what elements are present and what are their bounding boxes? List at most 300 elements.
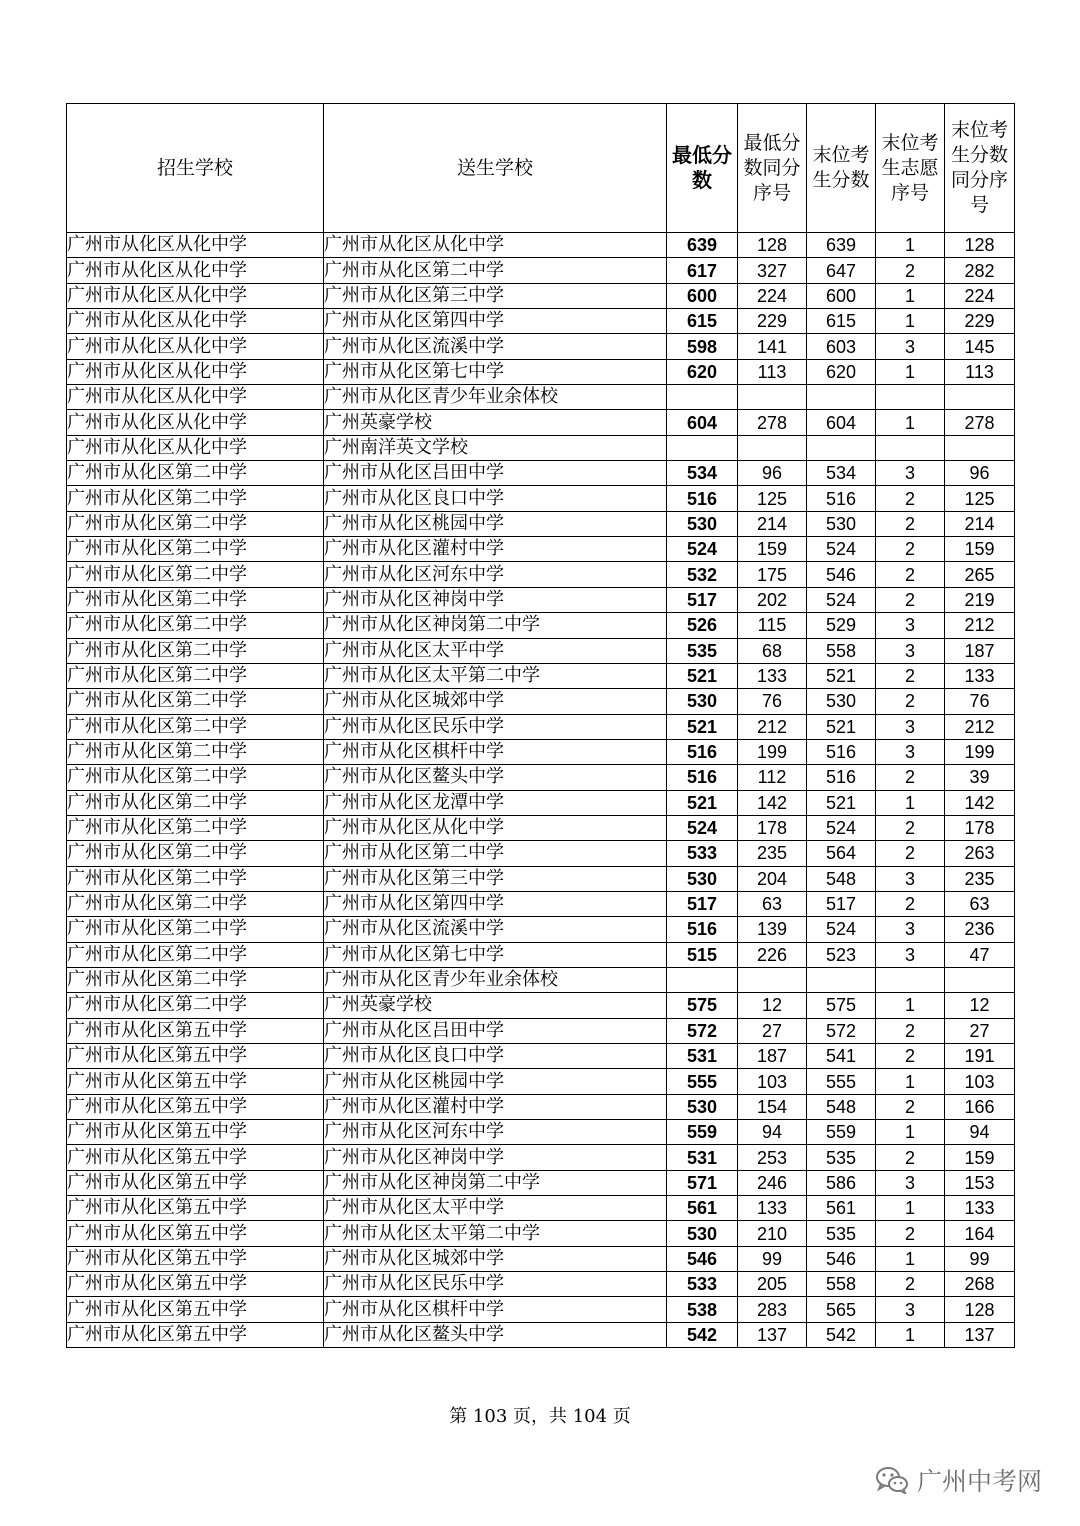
cell-min-score-rank: 76 [738,689,807,714]
cell-admit-school: 广州市从化区从化中学 [67,334,324,359]
cell-last-pref: 2 [876,689,945,714]
cell-last-score: 521 [807,663,876,688]
cell-min-score: 639 [667,233,738,258]
cell-admit-school: 广州市从化区第五中学 [67,1272,324,1297]
cell-min-score-rank: 210 [738,1221,807,1246]
cell-last-rank [945,967,1015,992]
cell-last-rank [945,385,1015,410]
cell-send-school: 广州市从化区灌村中学 [324,1094,667,1119]
cell-send-school: 广州英豪学校 [324,993,667,1018]
watermark-text: 广州中考网 [916,1467,1042,1496]
cell-min-score: 526 [667,613,738,638]
table-row [67,613,1015,638]
cell-last-rank: 159 [945,1145,1015,1170]
cell-min-score-rank: 205 [738,1272,807,1297]
cell-min-score: 530 [667,1221,738,1246]
cell-send-school: 广州南洋英文学校 [324,435,667,460]
cell-send-school: 广州市从化区良口中学 [324,1044,667,1069]
cell-last-rank: 178 [945,815,1015,840]
cell-last-rank: 159 [945,537,1015,562]
cell-last-score: 521 [807,790,876,815]
cell-min-score: 535 [667,638,738,663]
cell-last-score: 575 [807,993,876,1018]
table-row [67,663,1015,688]
cell-last-score: 524 [807,537,876,562]
cell-last-score: 535 [807,1145,876,1170]
cell-min-score-rank: 96 [738,461,807,486]
cell-min-score: 516 [667,765,738,790]
cell-admit-school: 广州市从化区第二中学 [67,663,324,688]
cell-admit-school: 广州市从化区第五中学 [67,1170,324,1195]
cell-send-school: 广州市从化区龙潭中学 [324,790,667,815]
cell-min-score-rank: 12 [738,993,807,1018]
cell-admit-school: 广州市从化区第五中学 [67,1069,324,1094]
cell-admit-school: 广州市从化区第五中学 [67,1120,324,1145]
cell-admit-school: 广州市从化区第五中学 [67,1246,324,1271]
cell-last-pref: 2 [876,1145,945,1170]
cell-last-pref: 2 [876,537,945,562]
cell-last-score: 639 [807,233,876,258]
cell-send-school: 广州市从化区流溪中学 [324,917,667,942]
cell-min-score [667,435,738,460]
cell-last-pref: 3 [876,1170,945,1195]
table-row [67,815,1015,840]
cell-admit-school: 广州市从化区从化中学 [67,233,324,258]
cell-send-school: 广州市从化区吕田中学 [324,1018,667,1043]
cell-last-rank: 27 [945,1018,1015,1043]
table-row [67,537,1015,562]
cell-admit-school: 广州市从化区第二中学 [67,891,324,916]
cell-send-school: 广州市从化区第三中学 [324,866,667,891]
cell-min-score: 538 [667,1297,738,1322]
cell-last-rank: 265 [945,562,1015,587]
table-row [67,1094,1015,1119]
cell-min-score: 531 [667,1145,738,1170]
cell-min-score-rank: 214 [738,511,807,536]
cell-min-score-rank: 137 [738,1322,807,1347]
cell-min-score: 561 [667,1196,738,1221]
cell-send-school: 广州市从化区民乐中学 [324,1272,667,1297]
cell-min-score: 620 [667,359,738,384]
table-row [67,562,1015,587]
cell-admit-school: 广州市从化区第二中学 [67,739,324,764]
cell-last-rank: 235 [945,866,1015,891]
table-row [67,359,1015,384]
cell-min-score: 517 [667,891,738,916]
cell-send-school: 广州市从化区灌村中学 [324,537,667,562]
cell-admit-school: 广州市从化区从化中学 [67,258,324,283]
cell-admit-school: 广州市从化区第二中学 [67,689,324,714]
cell-min-score: 521 [667,790,738,815]
cell-last-rank: 187 [945,638,1015,663]
watermark [875,1462,1042,1498]
cell-last-rank [945,435,1015,460]
table-row [67,1170,1015,1195]
cell-last-rank: 133 [945,663,1015,688]
cell-last-score: 558 [807,1272,876,1297]
cell-send-school: 广州市从化区第四中学 [324,891,667,916]
cell-send-school: 广州市从化区鳌头中学 [324,765,667,790]
cell-min-score-rank: 226 [738,942,807,967]
cell-last-pref: 1 [876,1246,945,1271]
cell-last-score: 647 [807,258,876,283]
cell-last-rank: 39 [945,765,1015,790]
cell-min-score: 555 [667,1069,738,1094]
cell-send-school: 广州市从化区桃园中学 [324,1069,667,1094]
table-row [67,638,1015,663]
cell-last-rank: 12 [945,993,1015,1018]
cell-min-score: 530 [667,689,738,714]
table-row [67,765,1015,790]
cell-admit-school: 广州市从化区第二中学 [67,967,324,992]
cell-admit-school: 广州市从化区第二中学 [67,815,324,840]
cell-admit-school: 广州市从化区从化中学 [67,410,324,435]
cell-last-pref: 2 [876,1044,945,1069]
cell-last-pref: 2 [876,511,945,536]
cell-min-score-rank: 187 [738,1044,807,1069]
cell-min-score: 532 [667,562,738,587]
cell-last-rank: 128 [945,1297,1015,1322]
table-row [67,486,1015,511]
cell-admit-school: 广州市从化区第二中学 [67,765,324,790]
cell-last-pref: 2 [876,587,945,612]
cell-last-pref: 2 [876,765,945,790]
cell-last-pref: 1 [876,283,945,308]
cell-min-score-rank: 159 [738,537,807,562]
cell-last-pref: 1 [876,790,945,815]
cell-min-score-rank: 178 [738,815,807,840]
cell-last-rank: 214 [945,511,1015,536]
cell-admit-school: 广州市从化区第二中学 [67,511,324,536]
cell-send-school: 广州市从化区棋杆中学 [324,739,667,764]
cell-last-score: 555 [807,1069,876,1094]
cell-last-score [807,435,876,460]
cell-admit-school: 广州市从化区从化中学 [67,309,324,334]
cell-last-score: 530 [807,511,876,536]
cell-admit-school: 广州市从化区第五中学 [67,1297,324,1322]
cell-admit-school: 广州市从化区第二中学 [67,993,324,1018]
cell-last-pref: 3 [876,334,945,359]
cell-last-rank: 103 [945,1069,1015,1094]
cell-last-score: 535 [807,1221,876,1246]
cell-send-school: 广州市从化区太平中学 [324,1196,667,1221]
cell-last-rank: 282 [945,258,1015,283]
table-row [67,1044,1015,1069]
table-row [67,233,1015,258]
table-row [67,1120,1015,1145]
cell-min-score: 530 [667,866,738,891]
table-row [67,993,1015,1018]
cell-min-score: 517 [667,587,738,612]
cell-min-score-rank: 327 [738,258,807,283]
cell-admit-school: 广州市从化区第二中学 [67,866,324,891]
cell-min-score-rank: 283 [738,1297,807,1322]
cell-last-rank: 76 [945,689,1015,714]
cell-min-score-rank: 99 [738,1246,807,1271]
cell-last-score: 516 [807,739,876,764]
table-row [67,866,1015,891]
cell-last-rank: 224 [945,283,1015,308]
cell-last-rank: 164 [945,1221,1015,1246]
cell-min-score: 521 [667,663,738,688]
cell-last-score: 521 [807,714,876,739]
cell-last-rank: 94 [945,1120,1015,1145]
cell-min-score: 533 [667,1272,738,1297]
cell-min-score [667,385,738,410]
cell-min-score [667,967,738,992]
cell-min-score-rank: 128 [738,233,807,258]
cell-last-score: 600 [807,283,876,308]
cell-send-school: 广州市从化区吕田中学 [324,461,667,486]
cell-send-school: 广州市从化区棋杆中学 [324,1297,667,1322]
cell-min-score: 617 [667,258,738,283]
cell-min-score-rank: 115 [738,613,807,638]
header-send-school: 送生学校 [324,104,667,233]
cell-send-school: 广州市从化区神岗中学 [324,587,667,612]
cell-admit-school: 广州市从化区第二中学 [67,562,324,587]
cell-min-score-rank [738,967,807,992]
cell-last-pref: 3 [876,613,945,638]
cell-admit-school: 广州市从化区从化中学 [67,283,324,308]
cell-last-rank: 145 [945,334,1015,359]
cell-min-score-rank: 212 [738,714,807,739]
cell-last-rank: 128 [945,233,1015,258]
cell-admit-school: 广州市从化区第二中学 [67,714,324,739]
cell-send-school: 广州市从化区从化中学 [324,815,667,840]
page-number: 第 103 页，共 104 页 [449,1406,631,1427]
cell-admit-school: 广州市从化区第五中学 [67,1322,324,1347]
table-row [67,1196,1015,1221]
cell-admit-school: 广州市从化区第二中学 [67,790,324,815]
cell-last-pref: 1 [876,410,945,435]
cell-admit-school: 广州市从化区从化中学 [67,359,324,384]
cell-last-pref: 3 [876,1297,945,1322]
cell-last-pref: 2 [876,1018,945,1043]
table-body [67,233,1015,1348]
cell-last-score: 546 [807,562,876,587]
cell-last-rank: 263 [945,841,1015,866]
cell-min-score: 598 [667,334,738,359]
table-row [67,258,1015,283]
cell-min-score-rank: 175 [738,562,807,587]
cell-admit-school: 广州市从化区从化中学 [67,385,324,410]
cell-last-score: 564 [807,841,876,866]
cell-last-pref: 3 [876,638,945,663]
cell-last-rank: 212 [945,613,1015,638]
cell-last-rank: 153 [945,1170,1015,1195]
cell-last-pref: 2 [876,815,945,840]
cell-last-pref: 1 [876,1069,945,1094]
cell-admit-school: 广州市从化区第二中学 [67,638,324,663]
cell-last-rank: 99 [945,1246,1015,1271]
cell-min-score: 524 [667,537,738,562]
table-row [67,942,1015,967]
table-row [67,689,1015,714]
cell-last-score: 561 [807,1196,876,1221]
cell-min-score-rank: 229 [738,309,807,334]
cell-send-school: 广州市从化区神岗第二中学 [324,1170,667,1195]
cell-admit-school: 广州市从化区第五中学 [67,1018,324,1043]
cell-min-score: 515 [667,942,738,967]
cell-min-score: 516 [667,739,738,764]
cell-last-rank: 278 [945,410,1015,435]
cell-min-score: 600 [667,283,738,308]
cell-last-score: 546 [807,1246,876,1271]
cell-min-score: 572 [667,1018,738,1043]
table-header-row [67,104,1015,233]
cell-last-pref: 1 [876,233,945,258]
cell-min-score-rank: 199 [738,739,807,764]
cell-last-pref: 2 [876,841,945,866]
table-row [67,587,1015,612]
cell-last-score: 523 [807,942,876,967]
cell-last-score: 620 [807,359,876,384]
table-row [67,1018,1015,1043]
cell-send-school: 广州市从化区良口中学 [324,486,667,511]
cell-send-school: 广州市从化区第七中学 [324,942,667,967]
cell-last-pref: 1 [876,993,945,1018]
table-row [67,334,1015,359]
cell-min-score-rank: 27 [738,1018,807,1043]
cell-send-school: 广州市从化区第二中学 [324,841,667,866]
cell-admit-school: 广州市从化区第二中学 [67,486,324,511]
cell-last-pref: 2 [876,486,945,511]
cell-send-school: 广州英豪学校 [324,410,667,435]
cell-send-school: 广州市从化区太平中学 [324,638,667,663]
header-min-score: 最低分数 [667,104,738,233]
cell-last-rank: 229 [945,309,1015,334]
cell-admit-school: 广州市从化区第二中学 [67,537,324,562]
cell-last-score: 572 [807,1018,876,1043]
cell-min-score-rank: 112 [738,765,807,790]
cell-last-score: 586 [807,1170,876,1195]
cell-last-pref: 1 [876,359,945,384]
table-row [67,790,1015,815]
cell-last-pref: 2 [876,1221,945,1246]
cell-admit-school: 广州市从化区第二中学 [67,917,324,942]
table-row [67,841,1015,866]
cell-send-school: 广州市从化区第七中学 [324,359,667,384]
cell-send-school: 广州市从化区第四中学 [324,309,667,334]
cell-last-pref: 3 [876,917,945,942]
cell-last-rank: 191 [945,1044,1015,1069]
cell-last-rank: 113 [945,359,1015,384]
cell-admit-school: 广州市从化区第五中学 [67,1196,324,1221]
cell-last-score [807,967,876,992]
table-row [67,461,1015,486]
cell-last-pref: 3 [876,461,945,486]
table-row [67,1145,1015,1170]
table-row [67,917,1015,942]
cell-last-score [807,385,876,410]
cell-last-score: 542 [807,1322,876,1347]
table-row [67,1246,1015,1271]
cell-min-score: 530 [667,1094,738,1119]
table-row [67,511,1015,536]
cell-last-score: 541 [807,1044,876,1069]
cell-min-score-rank: 139 [738,917,807,942]
cell-last-score: 517 [807,891,876,916]
cell-last-score: 524 [807,917,876,942]
cell-last-pref: 1 [876,309,945,334]
cell-min-score-rank: 125 [738,486,807,511]
cell-last-rank: 219 [945,587,1015,612]
cell-min-score: 559 [667,1120,738,1145]
cell-send-school: 广州市从化区太平第二中学 [324,663,667,688]
cell-min-score-rank: 68 [738,638,807,663]
cell-last-pref: 3 [876,866,945,891]
cell-last-rank: 166 [945,1094,1015,1119]
cell-min-score: 516 [667,486,738,511]
table-row [67,1297,1015,1322]
cell-min-score-rank [738,435,807,460]
table-row [67,1221,1015,1246]
cell-min-score: 533 [667,841,738,866]
cell-last-rank: 268 [945,1272,1015,1297]
cell-min-score: 534 [667,461,738,486]
cell-admit-school: 广州市从化区第二中学 [67,461,324,486]
cell-min-score-rank: 246 [738,1170,807,1195]
table-row [67,967,1015,992]
cell-min-score-rank: 94 [738,1120,807,1145]
cell-last-score: 548 [807,866,876,891]
cell-min-score: 615 [667,309,738,334]
cell-min-score-rank: 154 [738,1094,807,1119]
header-last-score: 末位考生分数 [807,104,876,233]
cell-last-score: 548 [807,1094,876,1119]
cell-last-score: 558 [807,638,876,663]
cell-last-rank: 47 [945,942,1015,967]
cell-send-school: 广州市从化区流溪中学 [324,334,667,359]
cell-min-score-rank: 133 [738,1196,807,1221]
cell-last-score: 516 [807,765,876,790]
cell-last-pref: 1 [876,1120,945,1145]
cell-send-school: 广州市从化区神岗中学 [324,1145,667,1170]
cell-min-score-rank: 142 [738,790,807,815]
cell-send-school: 广州市从化区从化中学 [324,233,667,258]
cell-send-school: 广州市从化区第三中学 [324,283,667,308]
header-min-score-rank: 最低分数同分序号 [738,104,807,233]
admission-score-table [66,103,1015,1348]
cell-last-rank: 142 [945,790,1015,815]
cell-min-score-rank: 253 [738,1145,807,1170]
cell-admit-school: 广州市从化区第五中学 [67,1094,324,1119]
cell-last-pref [876,435,945,460]
header-last-pref: 末位考生志愿序号 [876,104,945,233]
cell-last-score: 534 [807,461,876,486]
cell-admit-school: 广州市从化区从化中学 [67,435,324,460]
cell-send-school: 广州市从化区鳌头中学 [324,1322,667,1347]
cell-last-score: 529 [807,613,876,638]
cell-min-score-rank: 113 [738,359,807,384]
header-admit-school: 招生学校 [67,104,324,233]
table-row [67,283,1015,308]
cell-send-school: 广州市从化区河东中学 [324,562,667,587]
cell-admit-school: 广州市从化区第二中学 [67,587,324,612]
cell-min-score-rank: 141 [738,334,807,359]
cell-min-score: 516 [667,917,738,942]
table-row [67,1272,1015,1297]
table-row [67,435,1015,460]
cell-send-school: 广州市从化区民乐中学 [324,714,667,739]
table-row [67,739,1015,764]
cell-last-pref: 3 [876,739,945,764]
cell-last-pref [876,385,945,410]
cell-last-rank: 236 [945,917,1015,942]
cell-send-school: 广州市从化区河东中学 [324,1120,667,1145]
table-row [67,309,1015,334]
cell-min-score-rank [738,385,807,410]
